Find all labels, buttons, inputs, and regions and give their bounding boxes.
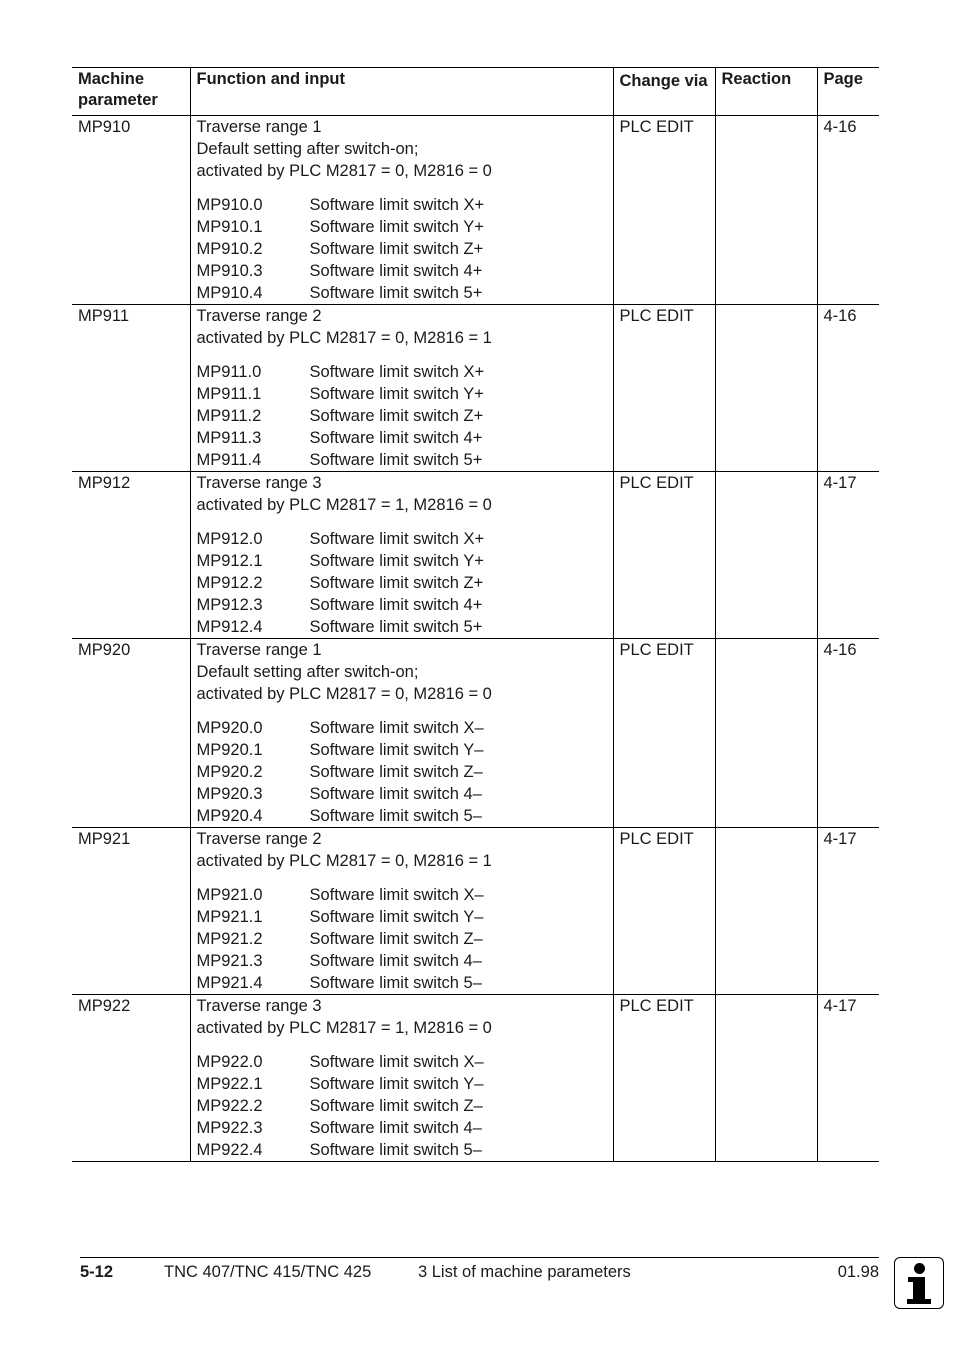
sub-parameter-code: MP910.0 [196, 196, 263, 214]
table-body [72, 116, 879, 1162]
header-machine-parameter: Machine parameter [72, 68, 190, 116]
sub-parameter [197, 550, 607, 572]
sub-parameter-desc: Software limit switch Y+ [309, 385, 484, 403]
parameter-cell: MP910 [78, 118, 131, 136]
sub-parameter-code: MP920.2 [196, 763, 263, 781]
sub-parameter-code: MP921.1 [196, 908, 263, 926]
page-cell: 4-17 [817, 995, 879, 1162]
function-line: Traverse range 2 [196, 830, 322, 848]
header-change-via: Change via [613, 68, 715, 116]
table-row [72, 116, 879, 305]
parameter-cell: MP920 [78, 641, 131, 659]
sub-parameter-code: MP911.4 [196, 451, 262, 469]
table-row [72, 305, 879, 472]
sub-parameter [197, 950, 607, 972]
sub-parameter [197, 282, 607, 304]
table-row [72, 995, 879, 1162]
function-line: Traverse range 1 [196, 641, 322, 659]
sub-parameter-desc: Software limit switch Y– [309, 908, 484, 926]
sub-parameter-desc: Software limit switch 5+ [309, 618, 483, 636]
sub-parameter-desc: Software limit switch 4+ [309, 596, 483, 614]
change-via-cell: PLC EDIT [613, 639, 715, 828]
sub-parameter-code: MP910.3 [196, 262, 263, 280]
footer-chapter: 3 List of machine parameters [418, 1263, 631, 1281]
parameter-cell: MP921 [78, 830, 131, 848]
sub-parameter-code: MP922.1 [196, 1075, 263, 1093]
sub-parameter-desc: Software limit switch X– [309, 886, 484, 904]
sub-parameter-desc: Software limit switch Z+ [309, 240, 484, 258]
function-line: activated by PLC M2817 = 0, M2816 = 0 [196, 685, 492, 703]
reaction-cell [715, 116, 817, 305]
change-via-cell: PLC EDIT [613, 305, 715, 472]
change-via-cell: PLC EDIT [613, 472, 715, 639]
function-line: activated by PLC M2817 = 0, M2816 = 1 [196, 329, 492, 347]
sub-parameter [197, 383, 607, 405]
function-line: activated by PLC M2817 = 0, M2816 = 0 [196, 162, 492, 180]
sub-parameter [197, 216, 607, 238]
function-line: activated by PLC M2817 = 0, M2816 = 1 [196, 852, 492, 870]
sub-parameter-code: MP910.1 [196, 218, 263, 236]
function-cell [190, 639, 613, 828]
sub-parameter [197, 1051, 607, 1073]
function-line: activated by PLC M2817 = 1, M2816 = 0 [196, 1019, 492, 1037]
footer-model: TNC 407/TNC 415/TNC 425 [164, 1263, 372, 1281]
footer-date: 01.98 [837, 1263, 879, 1281]
sub-parameter-desc: Software limit switch Z– [309, 930, 483, 948]
function-cell [190, 995, 613, 1162]
header-function-input: Function and input [190, 68, 613, 116]
table-row [72, 828, 879, 995]
sub-parameter-desc: Software limit switch X– [309, 1053, 484, 1071]
sub-parameter [197, 427, 607, 449]
sub-parameter-desc: Software limit switch Y+ [309, 552, 484, 570]
sub-parameter [197, 761, 607, 783]
sub-parameter-code: MP911.3 [196, 429, 262, 447]
sub-parameter-code: MP921.3 [196, 952, 263, 970]
function-cell [190, 472, 613, 639]
sub-parameter-code: MP920.4 [196, 807, 263, 825]
function-line: Traverse range 3 [196, 997, 322, 1015]
change-via-cell: PLC EDIT [613, 828, 715, 995]
header-reaction: Reaction [715, 68, 817, 116]
function-line: Traverse range 1 [196, 118, 322, 136]
sub-parameter-desc: Software limit switch X– [309, 719, 484, 737]
sub-parameter-desc: Software limit switch Z– [309, 1097, 483, 1115]
sub-parameter-desc: Software limit switch X+ [309, 530, 485, 548]
sub-parameter-desc: Software limit switch Z+ [309, 407, 484, 425]
sub-parameter-code: MP922.2 [196, 1097, 263, 1115]
table-row [72, 639, 879, 828]
sub-parameter [197, 572, 607, 594]
sub-parameter-desc: Software limit switch 4+ [309, 262, 483, 280]
reaction-cell [715, 305, 817, 472]
reaction-cell [715, 828, 817, 995]
sub-parameter-desc: Software limit switch Y– [309, 741, 484, 759]
sub-parameter-code: MP910.4 [196, 284, 263, 302]
header-page: Page [817, 68, 879, 116]
sub-parameter-code: MP922.4 [196, 1141, 263, 1159]
sub-parameter-desc: Software limit switch Y+ [309, 218, 484, 236]
reaction-cell [715, 995, 817, 1162]
sub-parameter [197, 1117, 607, 1139]
machine-parameter-table [72, 67, 879, 1162]
sub-parameter-code: MP910.2 [196, 240, 263, 258]
sub-parameter-code: MP912.2 [196, 574, 263, 592]
sub-parameter-code: MP920.3 [196, 785, 263, 803]
function-line: activated by PLC M2817 = 1, M2816 = 0 [196, 496, 492, 514]
sub-parameter [197, 594, 607, 616]
sub-parameter [197, 528, 607, 550]
sub-parameter-code: MP911.0 [196, 363, 262, 381]
sub-parameter-desc: Software limit switch 4+ [309, 429, 483, 447]
sub-parameter-desc: Software limit switch Z+ [309, 574, 484, 592]
function-line: Traverse range 2 [196, 307, 322, 325]
sub-parameter-desc: Software limit switch 4– [309, 785, 482, 803]
sub-parameter [197, 405, 607, 427]
sub-parameter [197, 717, 607, 739]
sub-parameter-code: MP911.2 [196, 407, 262, 425]
sub-parameter-code: MP921.2 [196, 930, 263, 948]
sub-parameter [197, 884, 607, 906]
function-cell [190, 305, 613, 472]
sub-parameter [197, 972, 607, 994]
sub-parameter [197, 783, 607, 805]
page-cell: 4-16 [817, 639, 879, 828]
sub-parameter [197, 1073, 607, 1095]
function-line: Traverse range 3 [196, 474, 322, 492]
parameter-cell: MP911 [78, 307, 130, 325]
sub-parameter [197, 1139, 607, 1161]
reaction-cell [715, 639, 817, 828]
sub-parameter-desc: Software limit switch 4– [309, 952, 482, 970]
function-cell [190, 828, 613, 995]
page-cell: 4-16 [817, 305, 879, 472]
sub-parameter [197, 805, 607, 827]
sub-parameter-desc: Software limit switch 5+ [309, 284, 483, 302]
change-via-cell: PLC EDIT [613, 995, 715, 1162]
sub-parameter-desc: Software limit switch X+ [309, 363, 485, 381]
info-icon [894, 1257, 944, 1309]
sub-parameter [197, 928, 607, 950]
sub-parameter [197, 906, 607, 928]
table-header-row [72, 68, 879, 116]
sub-parameter-code: MP922.3 [196, 1119, 263, 1137]
sub-parameter-desc: Software limit switch Y– [309, 1075, 484, 1093]
reaction-cell [715, 472, 817, 639]
sub-parameter-code: MP920.1 [196, 741, 263, 759]
page-cell: 4-16 [817, 116, 879, 305]
function-line: Default setting after switch-on; [196, 663, 419, 681]
sub-parameter-code: MP920.0 [196, 719, 263, 737]
sub-parameter-code: MP912.1 [196, 552, 263, 570]
page-cell: 4-17 [817, 472, 879, 639]
function-line: Default setting after switch-on; [196, 140, 419, 158]
sub-parameter-code: MP912.4 [196, 618, 263, 636]
sub-parameter-code: MP912.3 [196, 596, 263, 614]
sub-parameter-code: MP911.1 [196, 385, 262, 403]
sub-parameter-desc: Software limit switch X+ [309, 196, 485, 214]
sub-parameter [197, 361, 607, 383]
sub-parameter [197, 739, 607, 761]
sub-parameter-desc: Software limit switch 4– [309, 1119, 482, 1137]
parameter-cell: MP922 [78, 997, 131, 1015]
footer-page-number: 5-12 [80, 1263, 114, 1281]
sub-parameter-code: MP921.4 [196, 974, 263, 992]
sub-parameter-desc: Software limit switch 5– [309, 807, 482, 825]
sub-parameter-code: MP922.0 [196, 1053, 263, 1071]
sub-parameter-code: MP921.0 [196, 886, 263, 904]
parameter-cell: MP912 [78, 474, 131, 492]
table-row [72, 472, 879, 639]
sub-parameter [197, 238, 607, 260]
sub-parameter-desc: Software limit switch Z– [309, 763, 483, 781]
change-via-cell: PLC EDIT [613, 116, 715, 305]
sub-parameter [197, 616, 607, 638]
sub-parameter [197, 260, 607, 282]
page-footer [80, 1257, 879, 1288]
sub-parameter-desc: Software limit switch 5– [309, 1141, 482, 1159]
sub-parameter [197, 449, 607, 471]
sub-parameter-desc: Software limit switch 5+ [309, 451, 483, 469]
page-cell: 4-17 [817, 828, 879, 995]
sub-parameter-code: MP912.0 [196, 530, 263, 548]
sub-parameter [197, 1095, 607, 1117]
function-cell [190, 116, 613, 305]
sub-parameter-desc: Software limit switch 5– [309, 974, 482, 992]
sub-parameter [197, 194, 607, 216]
